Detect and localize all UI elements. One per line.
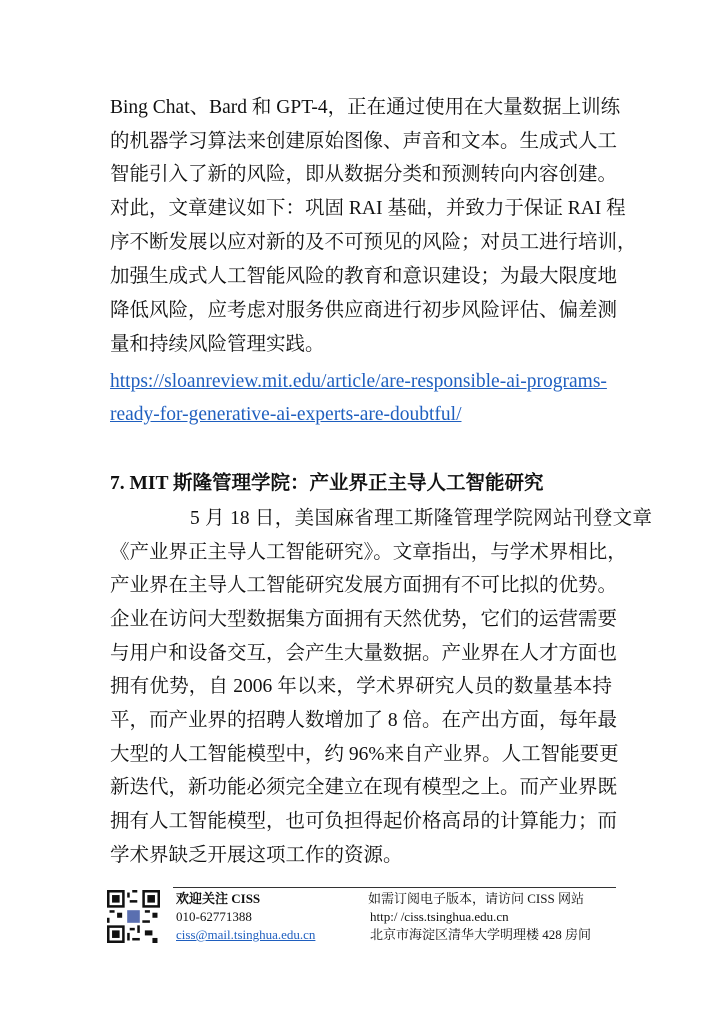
footer-website[interactable]: http:/ /ciss.tsinghua.edu.cn — [370, 909, 509, 924]
section-heading: 7. MIT 斯隆管理学院：产业界正主导人工智能研究 — [110, 473, 544, 494]
article-link[interactable]: ready-for-generative-ai-experts-are-doubtful/ — [110, 404, 462, 425]
article-link[interactable]: https://sloanreview.mit.edu/article/are-responsible-ai-programs- — [110, 371, 607, 392]
text-line: 新迭代，新功能必须完全建立在现有模型之上。而产业界既 — [110, 777, 618, 798]
footer-subscribe: 如需订阅电子版本，请访问 CISS 网站 — [368, 891, 584, 906]
text-line: 学术界缺乏开展这项工作的资源。 — [110, 845, 403, 866]
qr-code-icon — [107, 890, 160, 943]
text-line: 5 月 18 日，美国麻省理工斯隆管理学院网站刊登文章 — [190, 508, 652, 529]
text-line: 与用户和设备交互，会产生大量数据。产业界在人才方面也 — [110, 643, 618, 664]
text-line: 拥有优势，自 2006 年以来，学术界研究人员的数量基本持 — [110, 676, 612, 697]
follow-label: 欢迎关注 CISS — [176, 891, 261, 906]
footer-divider — [173, 887, 616, 888]
text-line: 智能引入了新的风险，即从数据分类和预测转向内容创建。 — [110, 164, 618, 185]
footer-email-link[interactable]: ciss@mail.tsinghua.edu.cn — [176, 927, 316, 942]
text-line: 加强生成式人工智能风险的教育和意识建设；为最大限度地 — [110, 266, 618, 287]
text-line: 拥有人工智能模型，也可负担得起价格高昂的计算能力；而 — [110, 811, 618, 832]
footer-phone: 010-62771388 — [176, 909, 252, 924]
text-line: 序不断发展以应对新的及不可预见的风险；对员工进行培训， — [110, 232, 637, 253]
text-line: 产业界在主导人工智能研究发展方面拥有不可比拟的优势。 — [110, 575, 618, 596]
text-line: 企业在访问大型数据集方面拥有天然优势，它们的运营需要 — [110, 609, 618, 630]
text-line: 《产业界正主导人工智能研究》。文章指出，与学术界相比， — [110, 542, 627, 563]
text-line: 降低风险，应考虑对服务供应商进行初步风险评估、偏差测 — [110, 300, 618, 321]
text-line: 的机器学习算法来创建原始图像、声音和文本。生成式人工 — [110, 131, 618, 152]
text-line: 平，而产业界的招聘人数增加了 8 倍。在产出方面，每年最 — [110, 710, 618, 731]
footer-address: 北京市海淀区清华大学明理楼 428 房间 — [370, 927, 592, 942]
text-line: 大型的人工智能模型中，约 96%来自产业界。人工智能要更 — [110, 744, 619, 765]
text-line: 对此，文章建议如下：巩固 RAI 基础，并致力于保证 RAI 程 — [110, 198, 626, 219]
text-line: 量和持续风险管理实践。 — [110, 334, 325, 355]
footer-follow — [176, 891, 260, 907]
text-line: Bing Chat、Bard 和 GPT-4，正在通过使用在大量数据上训练 — [110, 97, 621, 118]
